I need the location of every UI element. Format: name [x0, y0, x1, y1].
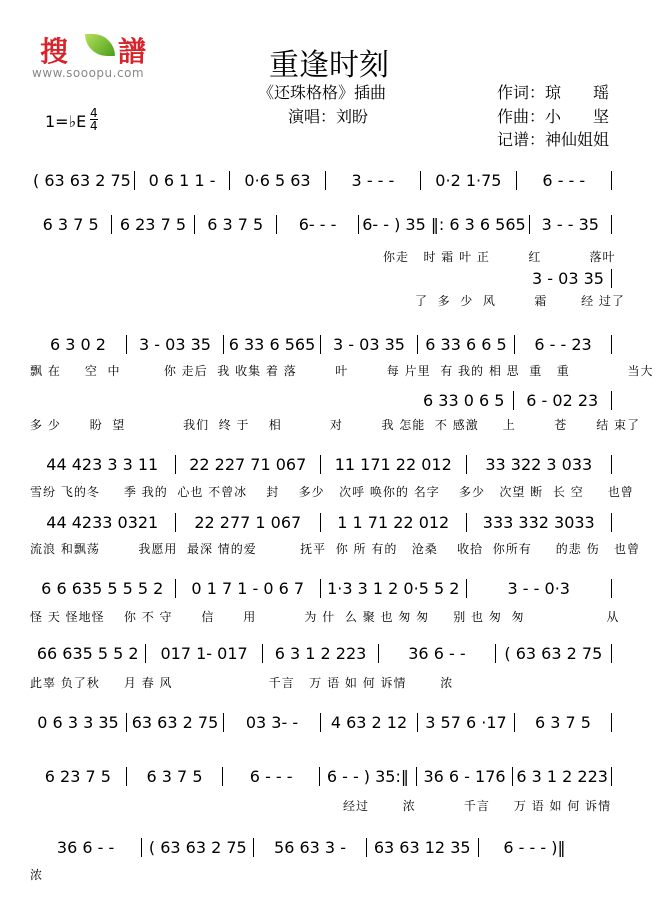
measure: 0·6 5 63: [230, 171, 325, 190]
logo-char: 搜: [40, 35, 69, 68]
measure: 6 33 6 6 5: [418, 335, 515, 354]
measure: 0·2 1·75: [421, 171, 516, 190]
measure: 6 23 7 5: [112, 215, 194, 234]
logo-char: 譜: [118, 35, 147, 68]
measure: 56 63 3 -: [254, 838, 366, 857]
measure: 33 322 3 033: [467, 455, 613, 474]
lyrics-line: 怪 天 怪地怪 你 不 守 信 用 为 什 么 聚 也 匆 匆 别 也 匆 匆 从: [30, 610, 620, 624]
measure: 63 63 12 35: [367, 838, 479, 857]
lyrics-line: 飘 在 空 中 你 走后 我 收集 着 落 叶 每 片里 有 我的 相 思 重 重 当大: [30, 364, 654, 378]
notation-row: [30, 212, 612, 234]
measure: 0 6 1 1 -: [135, 171, 230, 190]
measure: 6 33 0 6 5: [415, 391, 514, 410]
measure: 6 - - ) 35:‖: [320, 767, 417, 786]
lyrics-line: 此辜 负了秋 月 春 风 千言 万 语 如 何 诉情 浓: [30, 676, 454, 690]
song-title: 重逢时刻: [269, 48, 389, 83]
measure: 3 - - -: [326, 171, 421, 190]
measure: 1·3 3 1 2 0·5 5 2: [321, 579, 467, 598]
subtitle: 《还珠格格》插曲: [258, 83, 387, 102]
notation-row: [30, 510, 612, 532]
measure: ( 63 63 2 75: [30, 171, 135, 190]
lyrics-line: 你走 时 霜 叶 正 红 落叶: [383, 250, 616, 264]
measure: 6 6 635 5 5 5 2: [30, 579, 176, 598]
measure: ( 63 63 2 75: [142, 838, 254, 857]
transcriber: 记谱：神仙姐姐: [497, 130, 610, 149]
composer: 作曲：小 坚: [497, 107, 610, 126]
measure: 3 - - 35: [530, 215, 612, 234]
measure: 6 33 6 565: [224, 335, 321, 354]
measure: 6 23 7 5: [30, 767, 127, 786]
singer: 演唱：刘盼: [288, 107, 369, 126]
measure: 6 3 1 2 223: [513, 767, 612, 786]
measure: 6 3 1 2 223: [263, 644, 379, 663]
measure: 6 - - - )‖: [503, 838, 566, 857]
notation-row: [30, 168, 612, 190]
logo-url: www.sooopu.com: [32, 66, 145, 80]
measure: 4 63 2 12: [321, 713, 418, 732]
measure: 11 171 22 012: [321, 455, 467, 474]
measure: 1 1 71 22 012: [321, 513, 467, 532]
lyrics-line: 雪纷 飞的冬 季 我的 心也 不曾冰 封 多少 次呼 唤你的 名字 多少 次望 断 长 空 也曾: [30, 485, 634, 499]
measure: 44 4233 0321: [30, 513, 176, 532]
measure: 6 3 7 5: [127, 767, 224, 786]
time-denominator: 4: [90, 119, 98, 133]
measure: 333 332 3033: [467, 513, 613, 532]
measure: 36 6 - 176: [417, 767, 514, 786]
measure: 017 1- 017: [146, 644, 262, 663]
key-signature: 1=♭E: [45, 112, 87, 131]
measure: 3 - - 0·3: [467, 579, 613, 598]
measure: 6- - ) 35 ‖: 6 3 6 565: [359, 215, 529, 234]
measure: ( 63 63 2 75: [496, 644, 612, 663]
measure: 3 - 03 35: [127, 335, 224, 354]
time-signature: [90, 107, 98, 132]
measure: 3 57 6 ·17: [418, 713, 515, 732]
measure: 3 - 03 35: [525, 269, 612, 288]
notation-row: [525, 266, 612, 288]
measure: 6 - - 23: [515, 335, 612, 354]
measure: 6 - 02 23: [514, 391, 613, 410]
notation-row: [30, 710, 612, 732]
lyrics-line: 经过 浓 千言 万 语 如 何 诉情: [343, 799, 612, 813]
measure: 22 227 71 067: [176, 455, 322, 474]
measure: 6 3 7 5: [195, 215, 277, 234]
measure: 6 3 0 2: [30, 335, 127, 354]
lyrics-line: 浓: [30, 868, 44, 882]
notation-row: [415, 388, 612, 410]
measure: 0 6 3 3 35: [30, 713, 127, 732]
notation-row: [30, 641, 612, 663]
measure: 63 63 2 75: [127, 713, 224, 732]
measure: 22 277 1 067: [176, 513, 322, 532]
notation-row: [30, 332, 612, 354]
notation-row: [30, 452, 612, 474]
measure: 36 6 - -: [30, 838, 142, 857]
measure: 6 3 7 5: [515, 713, 612, 732]
measure: 36 6 - -: [379, 644, 495, 663]
measure: 6 - - -: [223, 767, 320, 786]
measure: 6- - -: [277, 215, 359, 234]
lyrics-line: 流浪 和飘荡 我愿用 最深 情的爱 抚平 你 所 有的 沧桑 收拾 你所有 的悲 伤 也曾: [30, 542, 641, 556]
lyrics-line: 多 少 盼 望 我们 终 于 相 对 我 怎能 不 感激 上 苍 结 束了: [30, 418, 641, 432]
measure: 3 - 03 35: [321, 335, 418, 354]
measure: 6 3 7 5: [30, 215, 112, 234]
lyrics-line: 了 多 少 风 霜 经 过了: [415, 294, 625, 308]
lyricist: 作词：琼 瑶: [497, 83, 610, 102]
notation-row: [30, 576, 612, 598]
measure: 44 423 3 3 11: [30, 455, 176, 474]
notation-row: [30, 835, 590, 857]
time-numerator: 4: [90, 106, 98, 120]
notation-row: [30, 764, 612, 786]
measure: 66 635 5 5 2: [30, 644, 146, 663]
measure: 6 - - -: [517, 171, 612, 190]
measure: 03 3- -: [224, 713, 321, 732]
measure: 0 1 7 1 - 0 6 7: [176, 579, 322, 598]
